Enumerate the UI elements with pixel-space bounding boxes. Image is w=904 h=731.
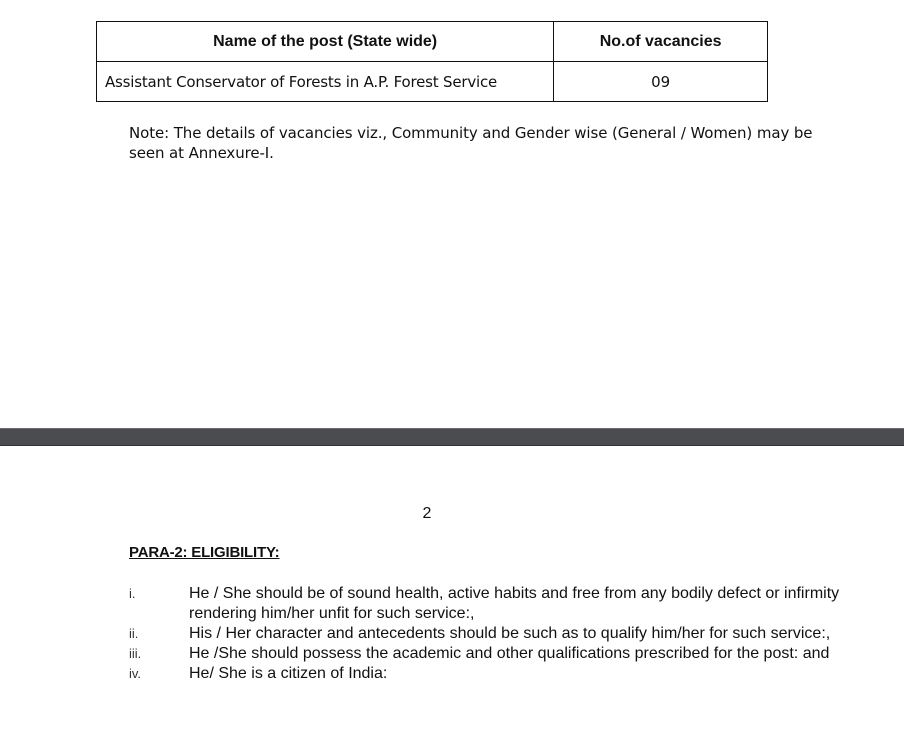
list-item-text: He /She should possess the academic and other qualifications prescribed for the post: and — [189, 645, 830, 662]
table-cell-vacancy-count: 09 — [554, 62, 768, 102]
page-number: 2 — [422, 505, 432, 522]
list-marker: ii. — [129, 626, 139, 641]
section-heading: PARA-2: ELIGIBILITY: — [129, 544, 280, 561]
table-header-row — [97, 22, 768, 62]
list-item-text: He/ She is a citizen of India: — [189, 665, 388, 682]
list-item — [129, 584, 859, 624]
list-item-text: He / She should be of sound health, active habits and free from any bodily defect or infirmity rendering him/her unfit for such service:, — [189, 585, 840, 622]
list-marker: i. — [129, 586, 136, 601]
list-item-text: His / Her character and antecedents should be such as to qualify him/her for such service:, — [189, 625, 831, 642]
table-cell-post-name: Assistant Conservator of Forests in A.P. Forest Service — [97, 62, 554, 102]
vacancy-note: Note: The details of vacancies viz., Community and Gender wise (General / Women) may be seen at Annexure-I. — [129, 124, 813, 162]
page-separator — [0, 428, 904, 446]
column-header-post-name: Name of the post (State wide) — [97, 22, 554, 62]
list-item — [129, 644, 859, 664]
eligibility-list — [129, 584, 859, 684]
list-marker: iv. — [129, 666, 142, 681]
column-header-vacancies: No.of vacancies — [554, 22, 768, 62]
list-item — [129, 624, 859, 644]
table-row — [97, 62, 768, 102]
vacancy-table — [96, 21, 768, 102]
list-marker: iii. — [129, 646, 142, 661]
list-item — [129, 664, 859, 684]
document-page-2 — [0, 446, 904, 731]
